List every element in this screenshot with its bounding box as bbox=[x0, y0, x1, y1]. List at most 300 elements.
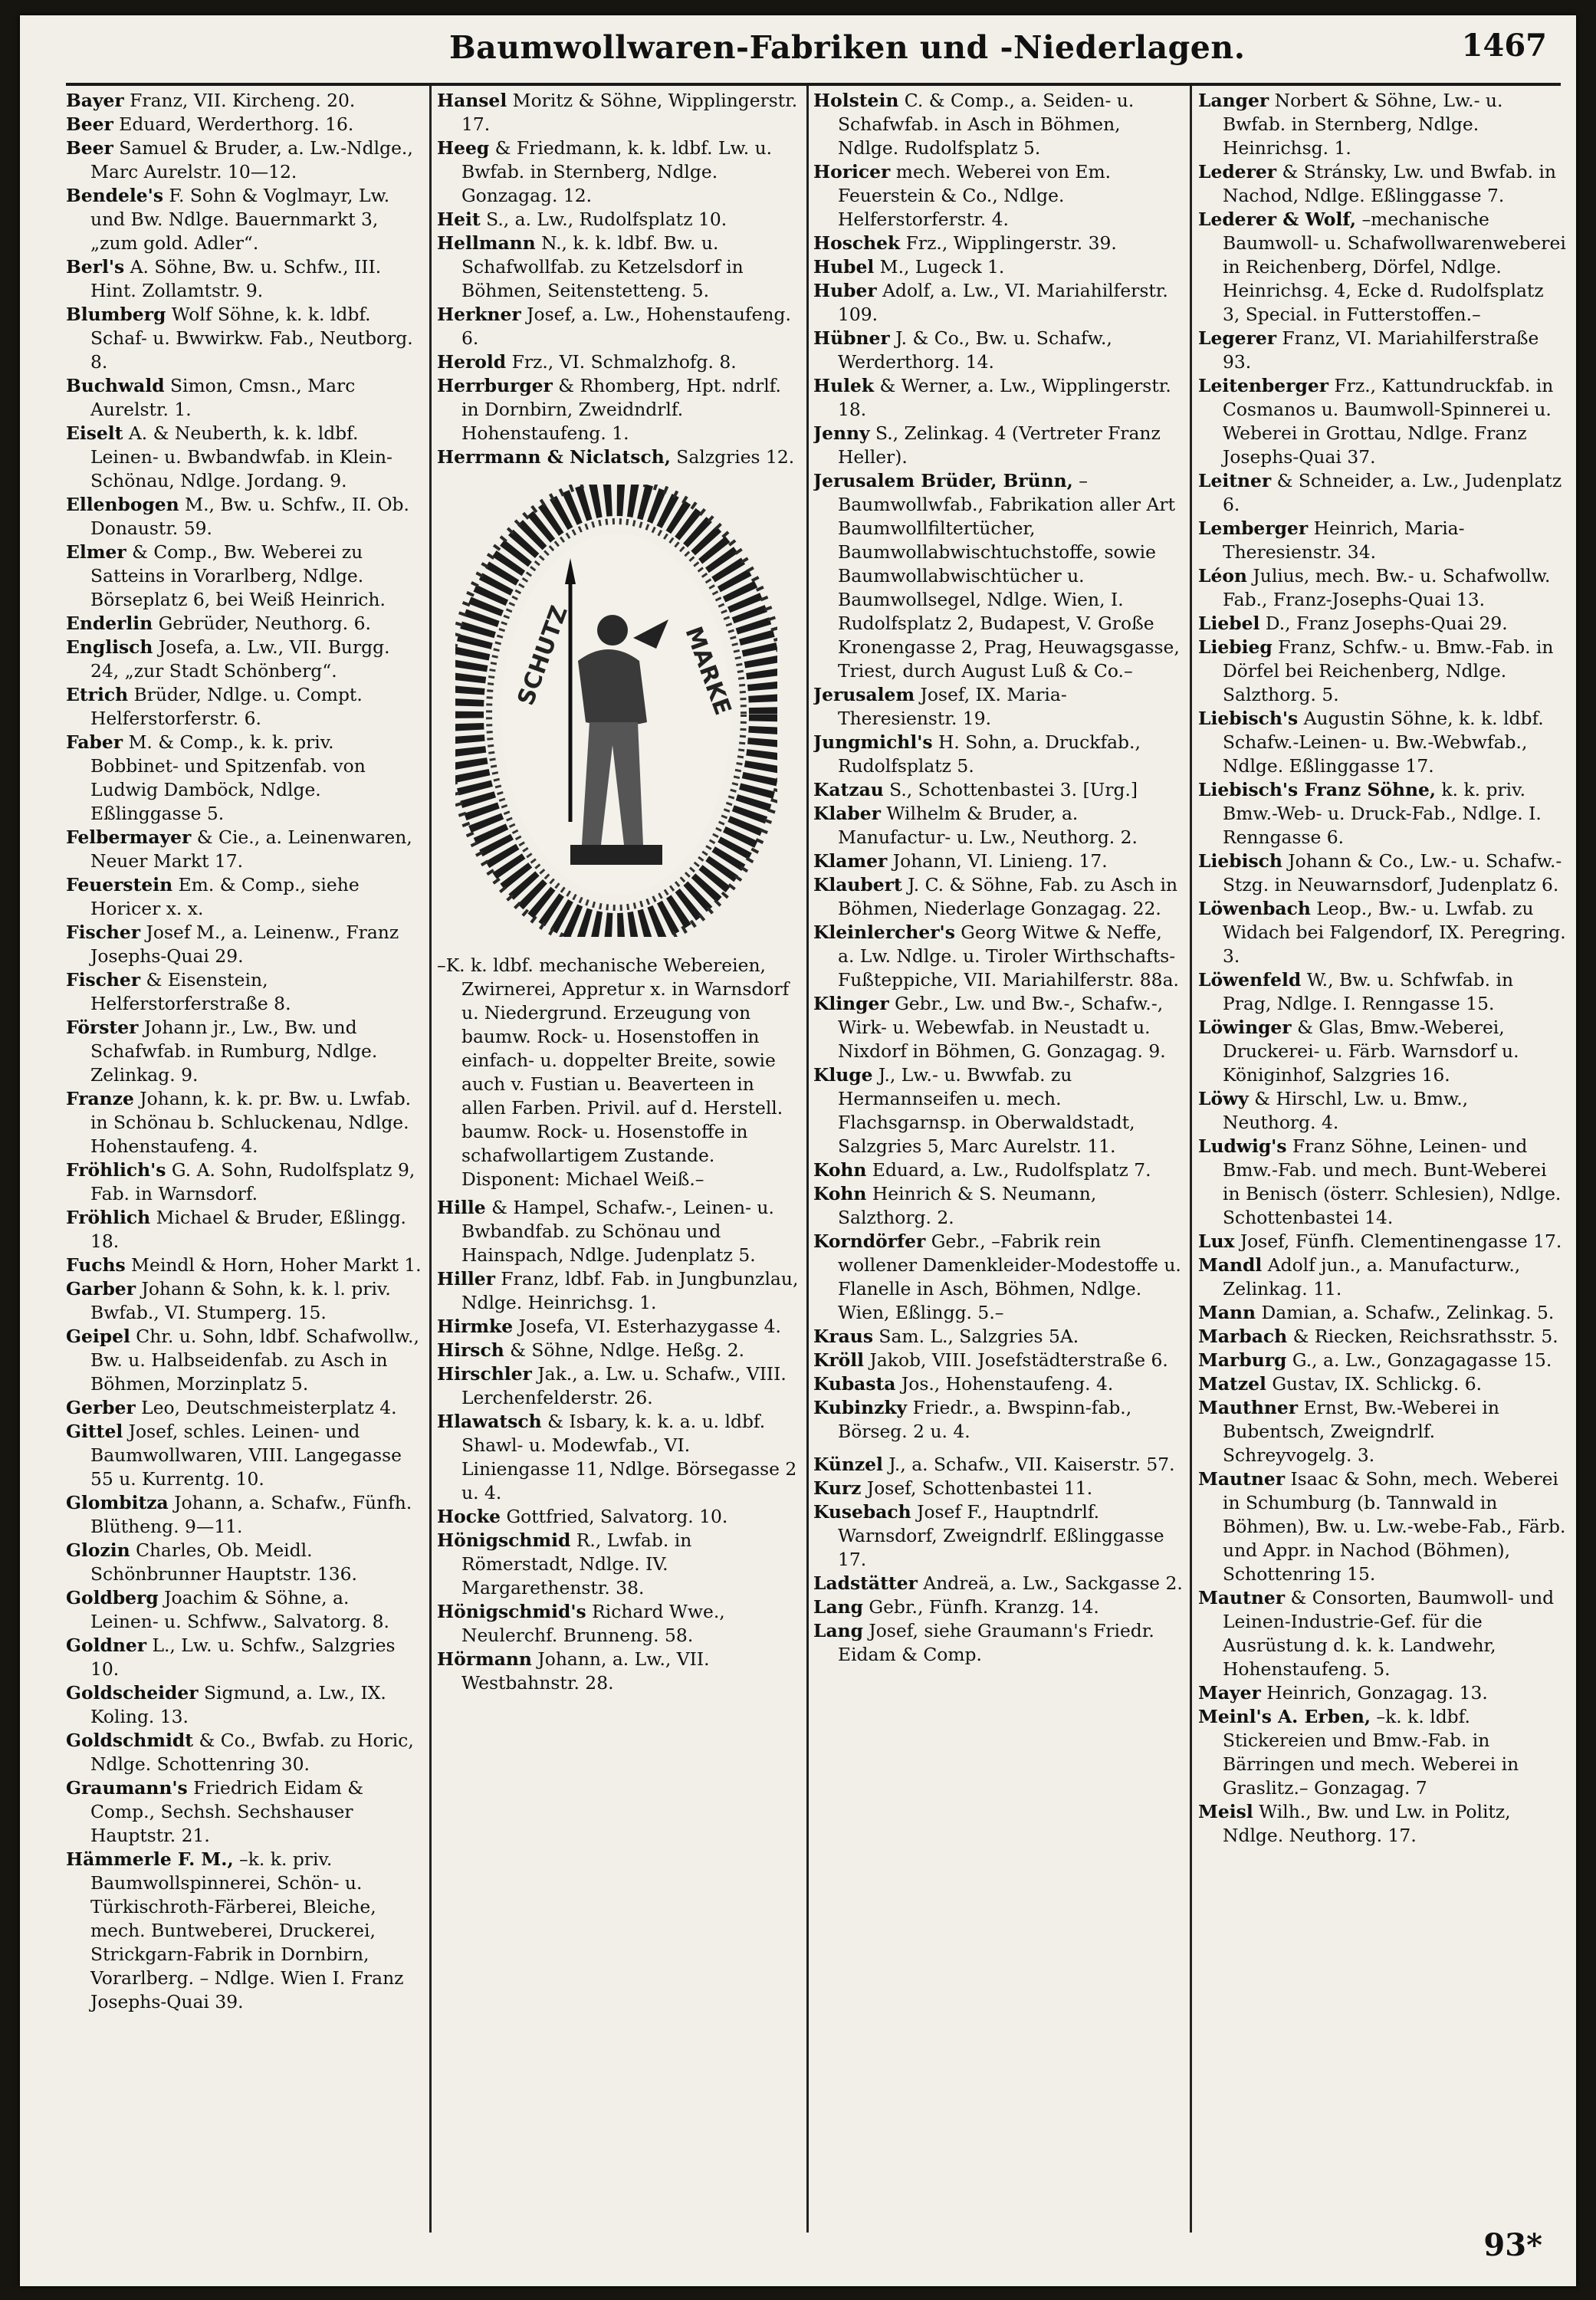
entry-details: Brüder, Ndlge. u. Compt. Helferstorferstr. 6. bbox=[90, 684, 363, 729]
directory-entry bbox=[1198, 469, 1566, 517]
entry-details: Franz, VI. Mariahilferstraße 93. bbox=[1223, 327, 1539, 373]
directory-entry bbox=[1198, 778, 1566, 849]
entry-details: J. & Co., Bw. u. Schafw., Werderthorg. 14. bbox=[838, 327, 1112, 373]
directory-entry bbox=[66, 184, 422, 255]
entry-details: Josefa, VI. Esterhazygasse 4. bbox=[513, 1316, 781, 1337]
entry-firm-name: Bayer bbox=[66, 90, 124, 111]
directory-entry bbox=[1198, 1372, 1566, 1396]
entry-firm-name: Enderlin bbox=[66, 613, 153, 634]
entry-details: G. A. Sohn, Rudolfsplatz 9, Fab. in Warnsdorf. bbox=[90, 1159, 415, 1204]
directory-entry bbox=[1198, 374, 1566, 469]
directory-entry bbox=[66, 873, 422, 921]
entry-details: & Rhomberg, Hpt. ndrlf. in Dornbirn, Zweidndrlf. Hohenstaufeng. 1. bbox=[461, 375, 781, 444]
entry-details: Chr. u. Sohn, ldbf. Schafwollw., Bw. u. Halbseidenfab. zu Asch in Böhmen, Morzinplatz 5. bbox=[90, 1326, 419, 1395]
entry-details: Heinrich & S. Neumann, Salzthorg. 2. bbox=[838, 1183, 1097, 1228]
directory-entry bbox=[1198, 1800, 1566, 1848]
entry-details: –mechanische Baumwoll- u. Schafwollwarenweberei in Reichenberg, Dörfel, Ndlge. Heinrichsg. 4, Ecke d. Rudolfsplatz 3, Special. in Futterstoffen.– bbox=[1223, 209, 1566, 325]
entry-details: Augustin Söhne, k. k. ldbf. Schafw.-Leinen- u. Bw.-Webwfab., Ndlge. Eßlinggasse 17. bbox=[1223, 708, 1544, 777]
entry-firm-name: Herrmann & Niclatsch, bbox=[437, 446, 671, 468]
entry-firm-name: Jungmichl's bbox=[813, 731, 933, 753]
entry-details: Johann, a. Lw., VII. Westbahnstr. 28. bbox=[461, 1648, 710, 1694]
directory-entry bbox=[66, 89, 422, 113]
directory-entry bbox=[1198, 1705, 1566, 1800]
entry-firm-name: Klaubert bbox=[813, 874, 902, 895]
directory-entry bbox=[66, 1420, 422, 1491]
entry-details: mech. Weberei von Em. Feuerstein & Co., Ndlge. Helferstorferstr. 4. bbox=[838, 161, 1112, 230]
directory-entry bbox=[437, 1362, 800, 1410]
directory-entry bbox=[1198, 707, 1566, 778]
entry-firm-name: Hlawatsch bbox=[437, 1411, 542, 1432]
directory-entry bbox=[1198, 897, 1566, 968]
directory-entry bbox=[813, 921, 1183, 992]
entry-details: Josef, schles. Leinen- und Baumwollwaren, VIII. Langegasse 55 u. Kurrentg. 10. bbox=[90, 1421, 402, 1490]
entry-firm-name: Löwenfeld bbox=[1198, 969, 1302, 991]
entry-firm-name: Löwinger bbox=[1198, 1017, 1292, 1038]
entry-firm-name: Goldner bbox=[66, 1635, 147, 1656]
directory-entry bbox=[813, 683, 1183, 731]
entry-details: Franz, ldbf. Fab. in Jungbunzlau, Ndlge. Heinrichsg. 1. bbox=[461, 1268, 799, 1313]
entry-firm-name: Korndörfer bbox=[813, 1230, 926, 1252]
entry-firm-name: Lang bbox=[813, 1620, 863, 1641]
entry-details: Wilh., Bw. und Lw. in Politz, Ndlge. Neuthorg. 17. bbox=[1223, 1801, 1511, 1846]
directory-entry bbox=[813, 1372, 1183, 1396]
entry-firm-name: Heit bbox=[437, 209, 481, 230]
entry-details: –k. k. ldbf. Stickereien und Bmw.-Fab. in Bärringen und mech. Weberei in Graslitz.– Gonzagag. 7 bbox=[1223, 1706, 1519, 1799]
entry-details: & Co., Bwfab. zu Horic, Ndlge. Schottenring 30. bbox=[90, 1730, 414, 1775]
entry-details: Georg Witwe & Neffe, a. Lw. Ndlge. u. Tiroler Wirthschafts-Fußteppiche, VII. Mariahilferstr. 88a. bbox=[838, 922, 1179, 991]
entry-details: Frz., Kattundruckfab. in Cosmanos u. Baumwoll-Spinnerei u. Weberei in Grottau, Ndlge. Franz Josephs-Quai 37. bbox=[1223, 375, 1554, 468]
directory-entry bbox=[1198, 636, 1566, 707]
entry-firm-name: Hönigschmid bbox=[437, 1530, 571, 1551]
entry-firm-name: Löwy bbox=[1198, 1088, 1249, 1109]
column-4 bbox=[1198, 89, 1566, 2243]
entry-details: L., Lw. u. Schfw., Salzgries 10. bbox=[90, 1635, 396, 1680]
directory-entry bbox=[1198, 1681, 1566, 1705]
entry-details: Johann jr., Lw., Bw. und Schafwfab. in Rumburg, Ndlge. Zelinkag. 9. bbox=[90, 1017, 378, 1086]
entry-details: J. C. & Söhne, Fab. zu Asch in Böhmen, Niederlage Gonzagag. 22. bbox=[838, 874, 1178, 919]
directory-entry bbox=[66, 1325, 422, 1396]
directory-entry bbox=[813, 992, 1183, 1063]
directory-entry bbox=[66, 1586, 422, 1634]
directory-entry bbox=[66, 374, 422, 422]
entry-firm-name: Hulek bbox=[813, 375, 875, 396]
directory-entry bbox=[66, 1539, 422, 1586]
directory-entry bbox=[437, 1529, 800, 1600]
entry-firm-name: Goldschmidt bbox=[66, 1730, 194, 1751]
directory-entry bbox=[1198, 1230, 1566, 1254]
directory-entry bbox=[1198, 1301, 1566, 1325]
directory-entry bbox=[437, 350, 800, 374]
entry-details: Adolf, a. Lw., VI. Mariahilferstr. 109. bbox=[838, 280, 1168, 325]
directory-entry bbox=[813, 89, 1183, 160]
directory-entry bbox=[813, 1619, 1183, 1667]
entry-firm-name: Ludwig's bbox=[1198, 1135, 1287, 1157]
entry-firm-name: Fröhlich's bbox=[66, 1159, 166, 1181]
entry-details: G., a. Lw., Gonzagagasse 15. bbox=[1286, 1349, 1552, 1371]
directory-entry bbox=[66, 1491, 422, 1539]
entry-details: k. k. priv. Bmw.-Web- u. Druck-Fab., Ndlge. I. Renngasse 6. bbox=[1223, 779, 1542, 848]
entry-details: & Werner, a. Lw., Wipplingerstr. 18. bbox=[838, 375, 1171, 420]
entry-details: Johann, a. Schafw., Fünfh. Blütheng. 9—11. bbox=[90, 1492, 412, 1537]
directory-entry bbox=[1198, 564, 1566, 612]
directory-entry bbox=[66, 1206, 422, 1254]
entry-firm-name: Hansel bbox=[437, 90, 507, 111]
entry-firm-name: Legerer bbox=[1198, 327, 1277, 349]
entry-details: Joachim & Söhne, a. Leinen- u. Schfww., Salvatorg. 8. bbox=[90, 1587, 389, 1632]
directory-entry bbox=[813, 1500, 1183, 1572]
entry-firm-name: Kubinzky bbox=[813, 1397, 908, 1418]
entry-details: Frz., Wipplingerstr. 39. bbox=[900, 232, 1117, 254]
directory-entry bbox=[437, 136, 800, 208]
directory-entry bbox=[813, 255, 1183, 279]
header-rule bbox=[66, 83, 1561, 86]
entry-details: R., Lwfab. in Römerstadt, Ndlge. IV. Margarethenstr. 38. bbox=[461, 1530, 692, 1598]
entry-details: & Hampel, Schafw.-, Leinen- u. Bwbandfab. zu Schönau und Hainspach, Ndlge. Judenplatz 5. bbox=[461, 1197, 774, 1266]
entry-details: Josefa, a. Lw., VII. Burgg. 24, „zur Stadt Schönberg“. bbox=[90, 636, 390, 682]
entry-details: Meindl & Horn, Hoher Markt 1. bbox=[125, 1254, 422, 1276]
entry-details: Moritz & Söhne, Wipplingerstr. 17. bbox=[461, 90, 798, 135]
entry-firm-name: Förster bbox=[66, 1017, 139, 1038]
entry-details: Jakob, VIII. Josefstädterstraße 6. bbox=[864, 1349, 1168, 1371]
entry-details: & Eisenstein, Helferstorferstraße 8. bbox=[90, 969, 291, 1014]
directory-entry bbox=[66, 113, 422, 136]
entry-firm-name: Hübner bbox=[813, 327, 890, 349]
entry-details: Norbert & Söhne, Lw.- u. Bwfab. in Sternberg, Ndlge. Heinrichsg. 1. bbox=[1223, 90, 1503, 159]
entry-firm-name: Hirmke bbox=[437, 1316, 514, 1337]
directory-entry bbox=[1198, 89, 1566, 160]
entry-details: Josef, a. Lw., Hohenstaufeng. 6. bbox=[461, 304, 791, 349]
entry-firm-name: Meisl bbox=[1198, 1801, 1253, 1822]
entry-firm-name: Hille bbox=[437, 1197, 486, 1218]
entry-firm-name: Katzau bbox=[813, 779, 884, 800]
entry-details: Josef, Schottenbastei 11. bbox=[861, 1477, 1093, 1499]
directory-entry bbox=[66, 1729, 422, 1776]
entry-firm-name: Hoschek bbox=[813, 232, 901, 254]
directory-entry bbox=[1198, 517, 1566, 564]
entry-firm-name: Lederer & Wolf, bbox=[1198, 209, 1357, 230]
directory-entry bbox=[813, 1453, 1183, 1477]
entry-firm-name: Kohn bbox=[813, 1159, 867, 1181]
entry-details: Franz, Schfw.- u. Bmw.-Fab. in Dörfel bei Reichenberg, Ndlge. Salzthorg. 5. bbox=[1223, 636, 1554, 705]
entry-details: Samuel & Bruder, a. Lw.-Ndlge., Marc Aurelstr. 10—12. bbox=[90, 137, 413, 182]
entry-details: Franz, VII. Kircheng. 20. bbox=[123, 90, 356, 111]
entry-firm-name: Graumann's bbox=[66, 1777, 188, 1799]
entry-firm-name: Ellenbogen bbox=[66, 494, 179, 515]
entry-firm-name: Herold bbox=[437, 351, 507, 373]
directory-entry bbox=[1198, 612, 1566, 636]
entry-details: –k. k. priv. Baumwollspinnerei, Schön- u. Türkischroth-Färberei, Bleiche, mech. Buntweberei, Druckerei, Strickgarn-Fabrik in Dornbirn, Vorarlberg. – Ndlge. Wien I. Franz Josephs-Quai 39. bbox=[90, 1848, 404, 2013]
entry-firm-name: Ladstätter bbox=[813, 1572, 918, 1594]
entry-details: S., Schottenbastei 3. [Urg.] bbox=[883, 779, 1138, 800]
entry-firm-name: Klamer bbox=[813, 850, 888, 872]
entry-firm-name: Huber bbox=[813, 280, 877, 301]
entry-details: Gottfried, Salvatorg. 10. bbox=[501, 1506, 728, 1527]
entry-firm-name: Hirschler bbox=[437, 1363, 532, 1385]
entry-details: M., Bw. u. Schfw., II. Ob. Donaustr. 59. bbox=[90, 494, 409, 539]
directory-entry bbox=[813, 160, 1183, 232]
directory-entry bbox=[813, 1325, 1183, 1349]
directory-entry bbox=[437, 1339, 800, 1362]
entry-firm-name: Hirsch bbox=[437, 1339, 504, 1361]
svg-text:SCHUTZ: SCHUTZ bbox=[512, 602, 573, 709]
entry-firm-name: Mann bbox=[1198, 1302, 1256, 1323]
entry-firm-name: Beer bbox=[66, 113, 113, 135]
entry-firm-name: Gittel bbox=[66, 1421, 123, 1442]
entry-details: Isaac & Sohn, mech. Weberei in Schumburg (b. Tannwald in Böhmen), Bw. u. Lw.-webe-Fab., Färb. und Appr. in Nachod (Böhmen), Schottenring 15. bbox=[1223, 1468, 1566, 1585]
directory-page bbox=[20, 15, 1576, 2286]
entry-details: Richard Wwe., Neulerchf. Brunneng. 58. bbox=[461, 1601, 725, 1646]
directory-entry bbox=[813, 778, 1183, 802]
entry-details: Andreä, a. Lw., Sackgasse 2. bbox=[917, 1572, 1183, 1594]
directory-entry bbox=[66, 683, 422, 731]
entry-details: J., a. Schafw., VII. Kaiserstr. 57. bbox=[882, 1454, 1175, 1475]
directory-entry bbox=[813, 279, 1183, 327]
entry-details: Salzgries 12. bbox=[670, 446, 795, 468]
entry-firm-name: Leitenberger bbox=[1198, 375, 1329, 396]
directory-entry bbox=[437, 1410, 800, 1505]
entry-firm-name: Léon bbox=[1198, 565, 1247, 586]
wreath-logo-icon bbox=[455, 485, 777, 937]
entry-details: A. Söhne, Bw. u. Schfw., III. Hint. Zollamtstr. 9. bbox=[90, 256, 382, 301]
entry-firm-name: Fischer bbox=[66, 969, 141, 991]
entry-details: W., Bw. u. Schfwfab. in Prag, Ndlge. I. Renngasse 15. bbox=[1223, 969, 1514, 1014]
entry-firm-name: Lederer bbox=[1198, 161, 1277, 182]
entry-firm-name: Mayer bbox=[1198, 1682, 1261, 1704]
entry-details: Adolf jun., a. Manufacturw., Zelinkag. 11. bbox=[1223, 1254, 1521, 1300]
directory-entry bbox=[813, 469, 1183, 683]
directory-entry bbox=[1198, 1135, 1566, 1230]
directory-entry bbox=[813, 1182, 1183, 1230]
entry-details: J., Lw.- u. Bwwfab. zu Hermannseifen u. mech. Flachsgarnsp. in Oberwaldstadt, Salzgries 5, Marc Aurelstr. 11. bbox=[838, 1064, 1135, 1157]
column-divider bbox=[1190, 86, 1192, 2233]
entry-firm-name: Buchwald bbox=[66, 375, 165, 396]
entry-list bbox=[437, 1196, 800, 1695]
directory-entry bbox=[437, 303, 800, 350]
directory-entry bbox=[813, 1572, 1183, 1595]
directory-entry bbox=[437, 1648, 800, 1695]
directory-entry bbox=[1198, 160, 1566, 208]
entry-firm-name: Feuerstein bbox=[66, 874, 173, 895]
entry-details: Josef, Fünfh. Clementinengasse 17. bbox=[1234, 1230, 1562, 1252]
directory-entry bbox=[66, 612, 422, 636]
directory-entry bbox=[66, 1277, 422, 1325]
entry-details: & Isbary, k. k. a. u. ldbf. Shawl- u. Modewfab., VI. Liniengasse 11, Ndlge. Börsegasse 2 u. 4. bbox=[461, 1411, 797, 1503]
entry-firm-name: Mautner bbox=[1198, 1468, 1286, 1490]
entry-firm-name: Englisch bbox=[66, 636, 153, 658]
signature-mark: 93* bbox=[1483, 2227, 1542, 2263]
entry-firm-name: Beer bbox=[66, 137, 113, 159]
directory-entry bbox=[1198, 208, 1566, 327]
entry-firm-name: Liebisch's Franz Söhne, bbox=[1198, 779, 1436, 800]
entry-details: & Hirschl, Lw. u. Bmw., Neuthorg. 4. bbox=[1223, 1088, 1469, 1133]
entry-firm-name: Garber bbox=[66, 1278, 136, 1300]
entry-details: Johann, k. k. pr. Bw. u. Lwfab. in Schönau b. Schluckenau, Ndlge. Hohenstaufeng. 4. bbox=[90, 1088, 412, 1157]
entry-details: Gebrüder, Neuthorg. 6. bbox=[153, 613, 371, 634]
directory-entry bbox=[66, 731, 422, 826]
directory-entry bbox=[813, 802, 1183, 849]
directory-entry bbox=[66, 636, 422, 683]
entry-details: D., Franz Josephs-Quai 29. bbox=[1259, 613, 1508, 634]
entry-list bbox=[813, 1453, 1183, 1667]
entry-firm-name: Liebisch bbox=[1198, 850, 1282, 872]
entry-details: & Consorten, Baumwoll- und Leinen-Industrie-Gef. für die Ausrüstung d. k. k. Landwehr, Hohenstaufeng. 5. bbox=[1223, 1587, 1555, 1680]
entry-firm-name: Hörmann bbox=[437, 1648, 532, 1670]
entry-details: Gebr., Lw. und Bw.-, Schafw.-, Wirk- u. Webewfab. in Neustadt u. Nixdorf in Böhmen, G. Gonzagag. 9. bbox=[838, 993, 1166, 1062]
directory-entry bbox=[1198, 1087, 1566, 1135]
directory-entry bbox=[437, 89, 800, 136]
entry-firm-name: Künzel bbox=[813, 1454, 883, 1475]
trademark-emblem bbox=[437, 485, 800, 937]
directory-entry bbox=[813, 422, 1183, 469]
entry-firm-name: Bendele's bbox=[66, 185, 163, 206]
entry-details: Heinrich, Maria-Theresienstr. 34. bbox=[1223, 518, 1465, 563]
entry-firm-name: Lemberger bbox=[1198, 518, 1309, 539]
entry-list bbox=[437, 954, 800, 1191]
entry-firm-name: Liebel bbox=[1198, 613, 1260, 634]
entry-firm-name: Matzel bbox=[1198, 1373, 1266, 1395]
directory-entry bbox=[1198, 327, 1566, 374]
entry-firm-name: Kleinlercher's bbox=[813, 922, 955, 943]
directory-entry bbox=[437, 954, 800, 1191]
directory-entry bbox=[66, 968, 422, 1016]
directory-entry bbox=[1198, 968, 1566, 1016]
entry-details: Josef, IX. Maria-Theresienstr. 19. bbox=[838, 684, 1067, 729]
directory-entry bbox=[813, 849, 1183, 873]
directory-entry bbox=[66, 1396, 422, 1420]
entry-firm-name: Geipel bbox=[66, 1326, 130, 1347]
entry-firm-name: Mautner bbox=[1198, 1587, 1286, 1608]
entry-details: S., a. Lw., Rudolfsplatz 10. bbox=[480, 209, 727, 230]
directory-entry bbox=[813, 1158, 1183, 1182]
entry-firm-name: Lux bbox=[1198, 1230, 1235, 1252]
entry-firm-name: Kohn bbox=[813, 1183, 867, 1204]
entry-firm-name: Liebieg bbox=[1198, 636, 1273, 658]
entry-details: & Stránsky, Lw. und Bwfab. in Nachod, Ndlge. Eßlinggasse 7. bbox=[1223, 161, 1556, 206]
column-divider bbox=[429, 86, 432, 2233]
directory-entry bbox=[66, 1087, 422, 1158]
entry-details: & Schneider, a. Lw., Judenplatz 6. bbox=[1223, 470, 1562, 515]
entry-details: & Friedmann, k. k. ldbf. Lw. u. Bwfab. in Sternberg, Ndlge. Gonzagag. 12. bbox=[461, 137, 773, 206]
directory-entry bbox=[437, 374, 800, 445]
directory-entry bbox=[437, 1315, 800, 1339]
entry-details: & Glas, Bmw.-Weberei, Druckerei- u. Färb. Warnsdorf u. Königinhof, Salzgries 16. bbox=[1223, 1017, 1519, 1086]
entry-list bbox=[1198, 89, 1566, 1848]
entry-details: –K. k. ldbf. mechanische Webereien, Zwirnerei, Appretur x. in Warnsdorf u. Niedergrund. Erzeugung von baumw. Rock- u. Hosenstoffen in einfach- u. doppelter Breite, sowie auch v. Fustian u. Beaverteen in allen Farben. Privil. auf d. Herstell. baumw. Rock- u. Hosenstoffe in schafwollartigem Zustande. Disponent: Michael Weiß.– bbox=[437, 955, 790, 1190]
entry-firm-name: Franze bbox=[66, 1088, 134, 1109]
directory-entry bbox=[66, 921, 422, 968]
directory-entry bbox=[813, 1063, 1183, 1158]
entry-details: Johann, VI. Linieng. 17. bbox=[887, 850, 1108, 872]
directory-entry bbox=[813, 873, 1183, 921]
entry-firm-name: Hämmerle F. M., bbox=[66, 1848, 234, 1870]
directory-entry bbox=[66, 1634, 422, 1681]
directory-entry bbox=[66, 493, 422, 540]
entry-firm-name: Blumberg bbox=[66, 304, 166, 325]
column-1 bbox=[66, 89, 422, 2243]
entry-firm-name: Jerusalem Brüder, Brünn, bbox=[813, 470, 1073, 491]
directory-entry bbox=[66, 1848, 422, 2014]
directory-entry bbox=[437, 208, 800, 232]
entry-details: Julius, mech. Bw.- u. Schafwollw. Fab., Franz-Josephs-Quai 13. bbox=[1223, 565, 1551, 610]
page-number: 1467 bbox=[1461, 28, 1547, 64]
entry-details: Eduard, Werderthorg. 16. bbox=[113, 113, 354, 135]
entry-firm-name: Herkner bbox=[437, 304, 521, 325]
entry-details: C. & Comp., a. Seiden- u. Schafwfab. in Asch in Böhmen, Ndlge. Rudolfsplatz 5. bbox=[838, 90, 1135, 159]
entry-details: Damian, a. Schafw., Zelinkag. 5. bbox=[1256, 1302, 1555, 1323]
entry-firm-name: Hubel bbox=[813, 256, 875, 278]
entry-details: Josef M., a. Leinenw., Franz Josephs-Quai 29. bbox=[90, 922, 399, 967]
entry-firm-name: Kurz bbox=[813, 1477, 862, 1499]
entry-firm-name: Felbermayer bbox=[66, 826, 192, 848]
entry-firm-name: Klaber bbox=[813, 803, 881, 824]
entry-details: Johann & Sohn, k. k. l. priv. Bwfab., VI. Stumperg. 15. bbox=[90, 1278, 391, 1323]
directory-entry bbox=[813, 1477, 1183, 1500]
entry-details: Ernst, Bw.-Weberei in Bubentsch, Zweigndrlf. Schreyvogelg. 3. bbox=[1223, 1397, 1499, 1466]
entry-firm-name: Berl's bbox=[66, 256, 125, 278]
entry-firm-name: Herrburger bbox=[437, 375, 553, 396]
entry-details: & Söhne, Ndlge. Heßg. 2. bbox=[504, 1339, 745, 1361]
entry-firm-name: Hellmann bbox=[437, 232, 536, 254]
directory-entry bbox=[813, 1396, 1183, 1444]
entry-firm-name: Goldberg bbox=[66, 1587, 159, 1608]
entry-details: Charles, Ob. Meidl. Schönbrunner Hauptstr. 136. bbox=[90, 1539, 357, 1585]
entry-firm-name: Mauthner bbox=[1198, 1397, 1299, 1418]
directory-entry bbox=[66, 1254, 422, 1277]
entry-details: Gebr., Fünfh. Kranzg. 14. bbox=[862, 1596, 1099, 1618]
entry-firm-name: Hönigschmid's bbox=[437, 1601, 586, 1622]
directory-entry bbox=[66, 303, 422, 374]
directory-entry bbox=[437, 1505, 800, 1529]
directory-entry bbox=[66, 136, 422, 184]
column-3 bbox=[813, 89, 1183, 2243]
directory-entry bbox=[1198, 1467, 1566, 1586]
entry-details: Sigmund, a. Lw., IX. Koling. 13. bbox=[90, 1682, 386, 1727]
entry-firm-name: Horicer bbox=[813, 161, 891, 182]
directory-entry bbox=[66, 1158, 422, 1206]
entry-details: M., Lugeck 1. bbox=[874, 256, 1005, 278]
directory-entry bbox=[1198, 1254, 1566, 1301]
directory-entry bbox=[813, 1349, 1183, 1372]
entry-details: Em. & Comp., siehe Horicer x. x. bbox=[90, 874, 360, 919]
entry-details: F. Sohn & Voglmayr, Lw. und Bw. Ndlge. Bauernmarkt 3, „zum gold. Adler“. bbox=[90, 185, 390, 254]
directory-entry bbox=[1198, 1016, 1566, 1087]
directory-entry bbox=[813, 232, 1183, 255]
entry-details: N., k. k. ldbf. Bw. u. Schafwollfab. zu Ketzelsdorf in Böhmen, Seitenstetteng. 5. bbox=[461, 232, 744, 301]
directory-entry bbox=[66, 1681, 422, 1729]
entry-firm-name: Fröhlich bbox=[66, 1207, 151, 1228]
directory-entry bbox=[66, 422, 422, 493]
entry-firm-name: Kluge bbox=[813, 1064, 873, 1086]
entry-firm-name: Kusebach bbox=[813, 1501, 911, 1523]
directory-entry bbox=[813, 1595, 1183, 1619]
entry-details: & Comp., Bw. Weberei zu Satteins in Vorarlberg, Ndlge. Börseplatz 6, bei Weiß Heinrich. bbox=[90, 541, 386, 610]
entry-details: Leop., Bw.- u. Lwfab. zu Widach bei Falgendorf, IX. Peregring. 3. bbox=[1223, 898, 1566, 967]
entry-list bbox=[66, 89, 422, 2014]
entry-firm-name: Etrich bbox=[66, 684, 129, 705]
entry-firm-name: Elmer bbox=[66, 541, 126, 563]
running-title: Baumwollwaren-Fabriken und -Niederlagen. bbox=[449, 29, 1246, 66]
entry-details: Heinrich, Gonzagag. 13. bbox=[1260, 1682, 1488, 1704]
entry-details: Wolf Söhne, k. k. ldbf. Schaf- u. Bwwirkw. Fab., Neutborg. 8. bbox=[90, 304, 413, 373]
entry-details: Eduard, a. Lw., Rudolfsplatz 7. bbox=[866, 1159, 1151, 1181]
entry-list bbox=[437, 89, 800, 469]
entry-firm-name: Kröll bbox=[813, 1349, 865, 1371]
entry-details: A. & Neuberth, k. k. ldbf. Leinen- u. Bwbandwfab. in Klein-Schönau, Ndlge. Jordang. 9. bbox=[90, 422, 392, 491]
entry-firm-name: Langer bbox=[1198, 90, 1269, 111]
entry-details: Simon, Cmsn., Marc Aurelstr. 1. bbox=[90, 375, 356, 420]
entry-details: Sam. L., Salzgries 5A. bbox=[872, 1326, 1079, 1347]
entry-firm-name: Marbach bbox=[1198, 1326, 1288, 1347]
